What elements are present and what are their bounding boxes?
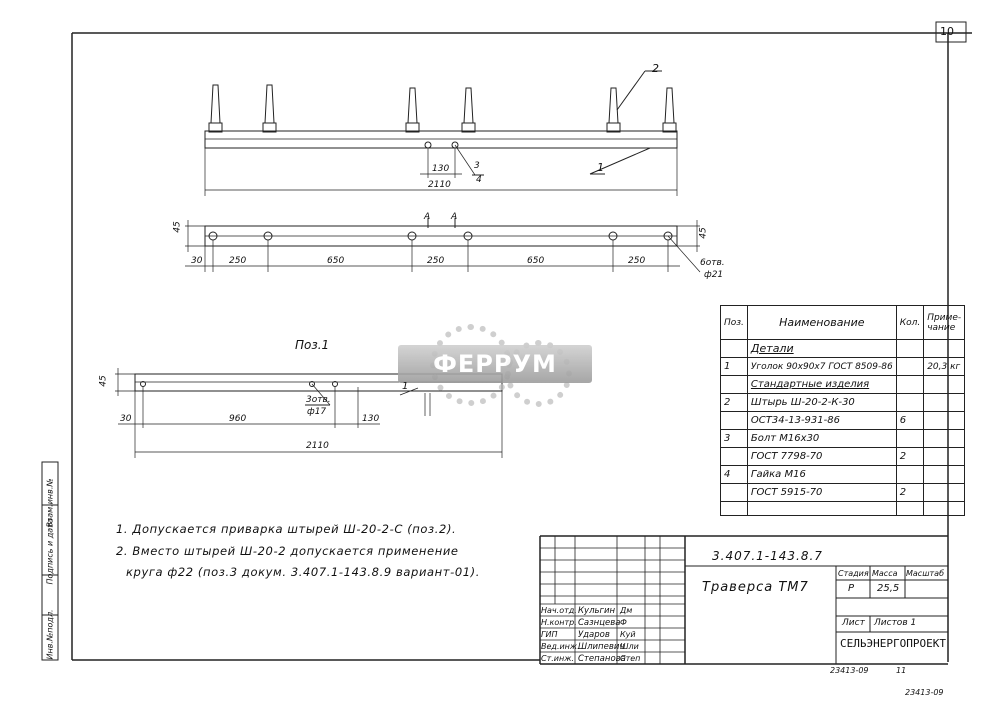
dim-30-pos1: 30 (120, 414, 132, 424)
side-stamp-2: Подпись и дата (45, 518, 55, 585)
callout-2: 2 (652, 62, 659, 75)
dim-250c: 250 (628, 256, 646, 266)
signature: Степ (620, 654, 641, 663)
sheets-header: Листов 1 (874, 618, 917, 628)
dim-960: 960 (229, 414, 247, 424)
section-mark-a2: А (451, 212, 458, 222)
spec-header (721, 306, 965, 340)
spec-h-name: Наименование (747, 306, 896, 340)
signer-names (578, 605, 626, 665)
spec-row: ГОСТ 5915-70 2 (721, 484, 965, 502)
sheet-number: 10 (940, 25, 954, 38)
section-mark-a1: А (424, 212, 431, 222)
studs (209, 85, 676, 132)
signer-signatures (620, 605, 640, 665)
stage-header: Стадия (838, 569, 869, 578)
dim-130-top: 130 (432, 164, 450, 174)
note-2: 2. Вместо штырей Ш-20-2 допускается применение (116, 544, 459, 558)
spec-row: 1 Уголок 90х90х7 ГОСТ 8509-86 20,3 кг (721, 358, 965, 376)
bottom-code-1-n: 11 (896, 666, 907, 675)
dim-650a: 650 (327, 256, 345, 266)
dim-2110-top: 2110 (428, 180, 451, 190)
dim-30-plan: 30 (191, 256, 203, 266)
watermark-logo: ФЕРРУМ (398, 345, 592, 383)
callout-4: 4 (476, 175, 482, 185)
signature: Куй (620, 630, 636, 639)
bottom-code-1: 23413-09 (830, 666, 869, 675)
note-2-cont: круга ф22 (поз.3 докум. 3.407.1-143.8.9 вариант-01). (126, 565, 481, 579)
signer-name: Шлипевич (578, 642, 625, 652)
callout-1: 1 (597, 161, 604, 174)
signature: Шли (620, 642, 639, 651)
spec-h-pos: Поз. (721, 306, 748, 340)
signer-role: Ст.инж. (541, 654, 574, 663)
drawing-title: Траверса ТМ7 (702, 580, 809, 595)
spec-h-note: Приме-чание (924, 306, 965, 340)
holes-dia-17: ф17 (307, 407, 327, 417)
dim-45-right: 45 (698, 227, 709, 239)
mass-header: Масса (872, 569, 898, 578)
signature: Дм (620, 606, 633, 615)
stage-value: Р (848, 583, 855, 594)
dim-45-left: 45 (172, 221, 183, 233)
spec-row: 2 Штырь Ш-20-2-К-30 (721, 394, 965, 412)
sheet-header: Лист (842, 618, 865, 628)
signer-name: Ударов (578, 630, 610, 640)
spec-row: 4 Гайка М16 (721, 466, 965, 484)
dim-250a: 250 (229, 256, 247, 266)
signer-roles (541, 605, 580, 665)
signer-name: Сазнцева (578, 618, 621, 628)
traverse-elevation (205, 131, 677, 148)
note-1: 1. Допускается приварка штырей Ш-20-2-С (поз.2). (116, 522, 457, 536)
signer-name: Степанова (578, 654, 626, 664)
callout-1-pos1: 1 (402, 381, 409, 392)
dim-250b: 250 (427, 256, 445, 266)
holes-dia-21: ф21 (704, 270, 724, 280)
holes-6: 6отв. (700, 258, 725, 268)
spec-row: 3 Болт М16х30 (721, 430, 965, 448)
doc-code: 3.407.1-143.8.7 (712, 549, 823, 563)
spec-row: ГОСТ 7798-70 2 (721, 448, 965, 466)
dim-130-pos1: 130 (362, 414, 380, 424)
spec-row (721, 502, 965, 516)
spec-table (720, 305, 965, 516)
mass-value: 25,5 (877, 583, 900, 594)
dim-2110-pos1: 2110 (306, 441, 329, 451)
spec-row: Детали (721, 340, 965, 358)
dim-45-pos1: 45 (98, 375, 109, 387)
signer-role: Н.контр. (541, 618, 577, 627)
scale-header: Масштаб (906, 569, 945, 578)
spec-row: ОСТ34-13-931-86 6 (721, 412, 965, 430)
side-stamp-3: Взам.инв.№ (45, 478, 55, 528)
position-label: Поз.1 (295, 338, 330, 352)
signature: Ф (620, 618, 627, 627)
holes-3: 3отв. (306, 395, 331, 405)
side-stamp-1: Инв.№подл. (45, 609, 55, 660)
signer-role: Вед.инж. (541, 642, 580, 651)
callout-3: 3 (474, 161, 480, 171)
org-name: СЕЛЬЭНЕРГОПРОЕКТ (840, 637, 946, 650)
signer-role: Нач.отд. (541, 606, 577, 615)
bottom-code-2: 23413-09 (905, 688, 944, 697)
spec-h-qty: Кол. (896, 306, 924, 340)
signer-name: Кульгин (578, 606, 616, 616)
signer-role: ГИП (541, 630, 558, 639)
dim-650b: 650 (527, 256, 545, 266)
spec-row: Стандартные изделия (721, 376, 965, 394)
